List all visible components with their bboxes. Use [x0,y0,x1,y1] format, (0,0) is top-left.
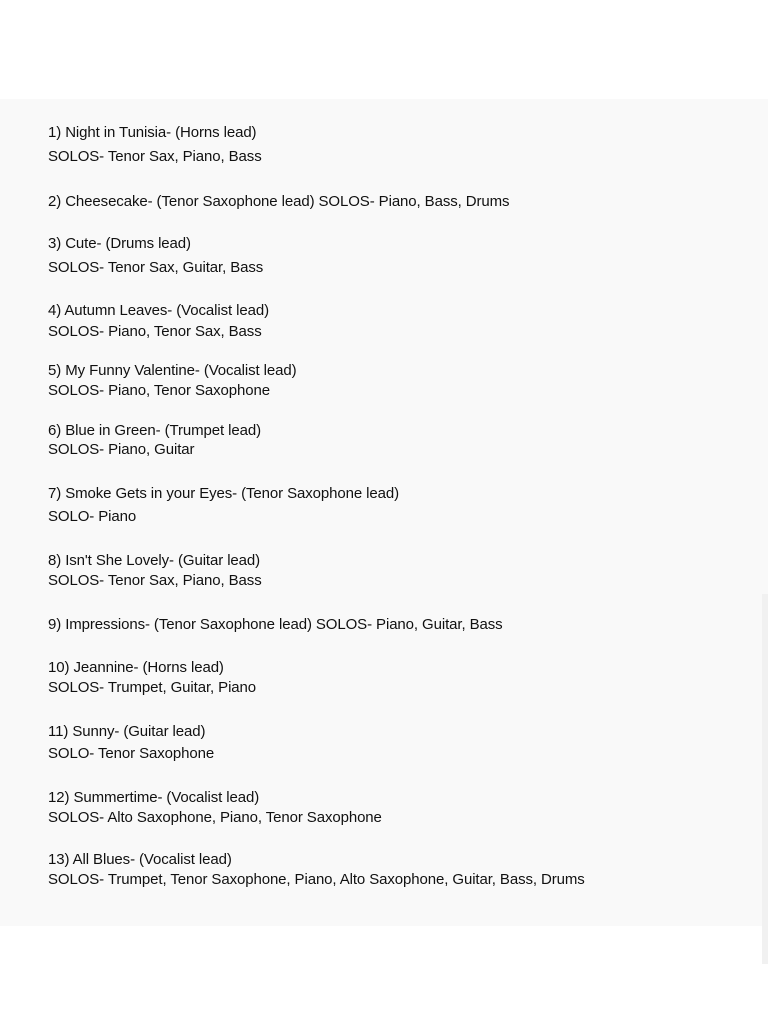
setlist-item-title: 3) Cute- (Drums lead) [48,235,191,252]
setlist-item-solos: SOLOS- Trumpet, Tenor Saxophone, Piano, Alto Saxophone, Guitar, Bass, Drums [48,871,585,888]
setlist-item-solos: SOLOS- Piano, Tenor Sax, Bass [48,323,262,340]
setlist-item-solos: SOLOS- Piano, Guitar [48,441,195,458]
setlist-item-title: 4) Autumn Leaves- (Vocalist lead) [48,302,269,319]
setlist-item-solos: SOLO- Piano [48,508,137,525]
setlist-item-title: 5) My Funny Valentine- (Vocalist lead) [48,362,297,379]
setlist-item-title: 8) Isn't She Lovely- (Guitar lead) [48,552,261,569]
setlist-item-title: 6) Blue in Green- (Trumpet lead) [48,422,261,439]
setlist-item-solos: SOLOS- Alto Saxophone, Piano, Tenor Saxophone [48,809,382,826]
setlist-item-title: 11) Sunny- (Guitar lead) [48,723,206,740]
setlist-item-title: 9) Impressions- (Tenor Saxophone lead) SOLOS- Piano, Guitar, Bass [48,616,503,633]
setlist-item-title: 7) Smoke Gets in your Eyes- (Tenor Saxophone lead) [48,485,400,502]
setlist-item-title: 13) All Blues- (Vocalist lead) [48,851,232,868]
setlist-item-solos: SOLOS- Tenor Sax, Piano, Bass [48,572,262,589]
setlist-item-title: 2) Cheesecake- (Tenor Saxophone lead) SOLOS- Piano, Bass, Drums [48,193,510,210]
setlist-item-solos: SOLO- Tenor Saxophone [48,745,215,762]
setlist-item-solos: SOLOS- Tenor Sax, Piano, Bass [48,148,262,165]
page-edge-shadow [762,594,768,964]
setlist-item-solos: SOLOS- Trumpet, Guitar, Piano [48,679,257,696]
setlist-item-solos: SOLOS- Tenor Sax, Guitar, Bass [48,259,264,276]
setlist-item-title: 10) Jeannine- (Horns lead) [48,659,224,676]
setlist-item-solos: SOLOS- Piano, Tenor Saxophone [48,382,270,399]
setlist-item-title: 1) Night in Tunisia- (Horns lead) [48,124,257,141]
setlist-item-title: 12) Summertime- (Vocalist lead) [48,789,260,806]
